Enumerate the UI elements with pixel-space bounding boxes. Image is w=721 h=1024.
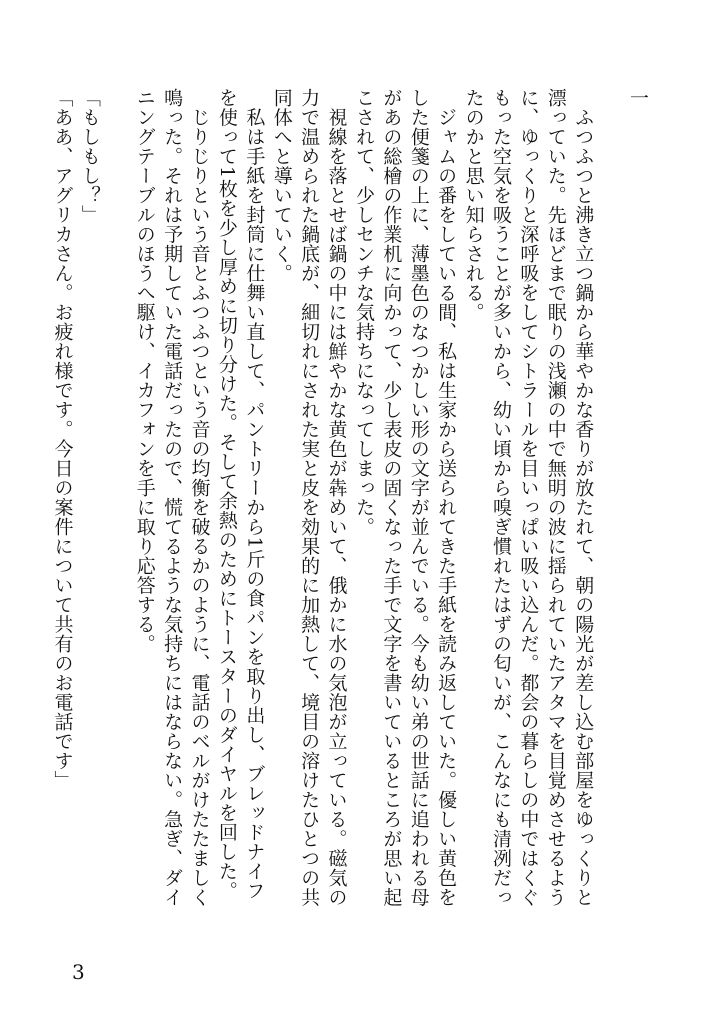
text-line: ジャムの番をしている間、私は生家から送られてきた手紙を読み返していた。優しい黄色を: [435, 88, 458, 907]
text-line: じりじりという音とふつふつという音の均衡を破るかのように、電話のベルがけたたましく: [188, 88, 211, 907]
text-line: もった空気を吸うことが多いから、幼い頃から嗅ぎ慣れたはずの匂いが、こんなにも清冽だっ: [489, 88, 512, 907]
text-line: 漂っていた。先ほどまで眠りの浅瀬の中で無明の波に揺られていたアタマを目覚めさせるよう: [544, 88, 567, 907]
text-line: 鳴った。それは予期していた電話だったので、慌てるような気持ちにはならない。急ぎ、ダイ: [161, 88, 184, 907]
vertical-text-body: [48, 88, 651, 988]
page-number: 3: [72, 960, 85, 984]
text-line: 視線を落とせば鍋の中には鮮やかな黄色が犇めいて、俄かに水の気泡が立っている。磁気の: [325, 88, 348, 907]
text-line: たのかと思い知らされる。: [462, 88, 485, 322]
text-line: した便箋の上に、薄墨色のなつかしい形の文字が並んでいる。今も幼い弟の世話に追われる母: [407, 88, 430, 907]
text-line: があの総檜の作業机に向かって、少し表皮の固くなった手で文字を書いているところが思い起: [380, 88, 403, 907]
dialogue-line: 「ああ、アグリカさん。お疲れ様です。今日の案件について共有のお電話です」: [51, 88, 74, 790]
chapter-mark: 一: [627, 88, 649, 108]
text-line: に、ゆっくりと深呼吸をしてシトラールを目いっぱい吸い込んだ。都会の暮らしの中ではくぐ: [517, 88, 540, 907]
text-line: 私は手紙を封筒に仕舞い直して、パントリーから1斤の食パンを取り出し、ブレッドナイフ: [243, 88, 266, 901]
text-line: を使って1枚を少し厚めに切り分けた。そして余熱のためにトースターのダイヤルを回した。: [215, 88, 238, 901]
text-line: 力で温められた鍋底が、細切れにされた実と皮を効果的に加熱して、境目の溶けたひとつの共: [298, 88, 321, 907]
text-line: 同体へと導いていく。: [270, 88, 293, 283]
dialogue-line: 「もしもし？」: [78, 88, 101, 225]
text-line: こされて、少しセンチな気持ちになってしまった。: [352, 88, 375, 537]
text-line: ニングテーブルのほうへ駆け、イカフォンを手に取り応答する。: [133, 88, 156, 654]
text-line: ふつふつと沸き立つ鍋から華やかな香りが放たれて、朝の陽光が差し込む部屋をゆっくりと: [572, 88, 595, 907]
